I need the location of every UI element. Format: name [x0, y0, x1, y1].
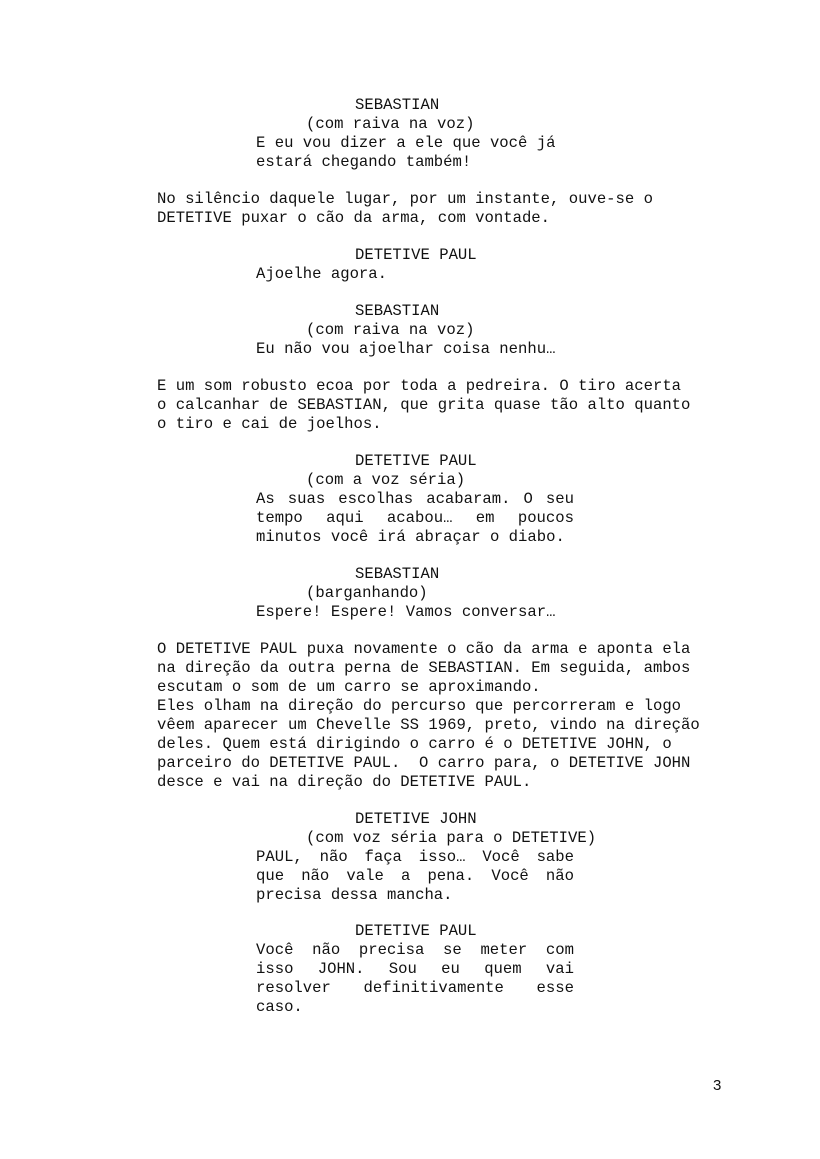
- parenthetical: (com raiva na voz): [306, 321, 475, 339]
- action-line: vêem aparecer um Chevelle SS 1969, preto, vindo na direção: [157, 716, 700, 734]
- parenthetical: (barganhando): [306, 584, 428, 602]
- character-cue: SEBASTIAN: [355, 565, 440, 583]
- parenthetical: (com a voz séria): [306, 471, 466, 489]
- dialogue-line: As suas escolhas acabaram. O seu: [256, 490, 574, 508]
- dialogue-line: PAUL, não faça isso… Você sabe: [256, 848, 574, 866]
- character-cue: DETETIVE PAUL: [355, 452, 477, 470]
- action-line: desce e vai na direção do DETETIVE PAUL.: [157, 773, 532, 791]
- action-line: na direção da outra perna de SEBASTIAN. Em seguida, ambos: [157, 659, 691, 677]
- dialogue-line: Ajoelhe agora.: [256, 265, 388, 283]
- dialogue-line: que não vale a pena. Você não: [256, 867, 574, 885]
- action-line: No silêncio daquele lugar, por um instante, ouve-se o: [157, 190, 653, 208]
- character-cue: DETETIVE PAUL: [355, 922, 477, 940]
- dialogue-line: tempo aqui acabou… em poucos: [256, 509, 574, 527]
- character-cue: SEBASTIAN: [355, 96, 440, 114]
- dialogue-line: Você não precisa se meter com: [256, 941, 574, 959]
- dialogue-line: Eu não vou ajoelhar coisa nenhu…: [256, 340, 556, 358]
- action-line: deles. Quem está dirigindo o carro é o DETETIVE JOHN, o: [157, 735, 672, 753]
- action-line: o calcanhar de SEBASTIAN, que grita quase tão alto quanto: [157, 396, 691, 414]
- character-cue: DETETIVE PAUL: [355, 246, 477, 264]
- action-line: o tiro e cai de joelhos.: [157, 415, 382, 433]
- parenthetical: (com voz séria para o DETETIVE): [306, 829, 597, 847]
- character-cue: DETETIVE JOHN: [355, 810, 477, 828]
- dialogue-line: E eu vou dizer a ele que você já: [256, 134, 556, 152]
- action-line: escutam o som de um carro se aproximando.: [157, 678, 541, 696]
- action-line: Eles olham na direção do percurso que percorreram e logo: [157, 697, 682, 715]
- character-cue: SEBASTIAN: [355, 302, 440, 320]
- dialogue-line: resolver definitivamente esse: [256, 979, 574, 997]
- dialogue-line: caso.: [256, 998, 303, 1016]
- dialogue-line: precisa dessa mancha.: [256, 886, 453, 904]
- dialogue-line: estará chegando também!: [256, 153, 472, 171]
- dialogue-line: minutos você irá abraçar o diabo.: [256, 528, 565, 546]
- action-line: E um som robusto ecoa por toda a pedreira. O tiro acerta: [157, 377, 682, 395]
- action-line: O DETETIVE PAUL puxa novamente o cão da arma e aponta ela: [157, 640, 691, 658]
- dialogue-line: isso JOHN. Sou eu quem vai: [256, 960, 574, 978]
- action-line: DETETIVE puxar o cão da arma, com vontade.: [157, 209, 551, 227]
- dialogue-line: Espere! Espere! Vamos conversar…: [256, 603, 556, 621]
- page-number: 3: [713, 1077, 722, 1094]
- parenthetical: (com raiva na voz): [306, 115, 475, 133]
- action-line: parceiro do DETETIVE PAUL. O carro para, o DETETIVE JOHN: [157, 754, 691, 772]
